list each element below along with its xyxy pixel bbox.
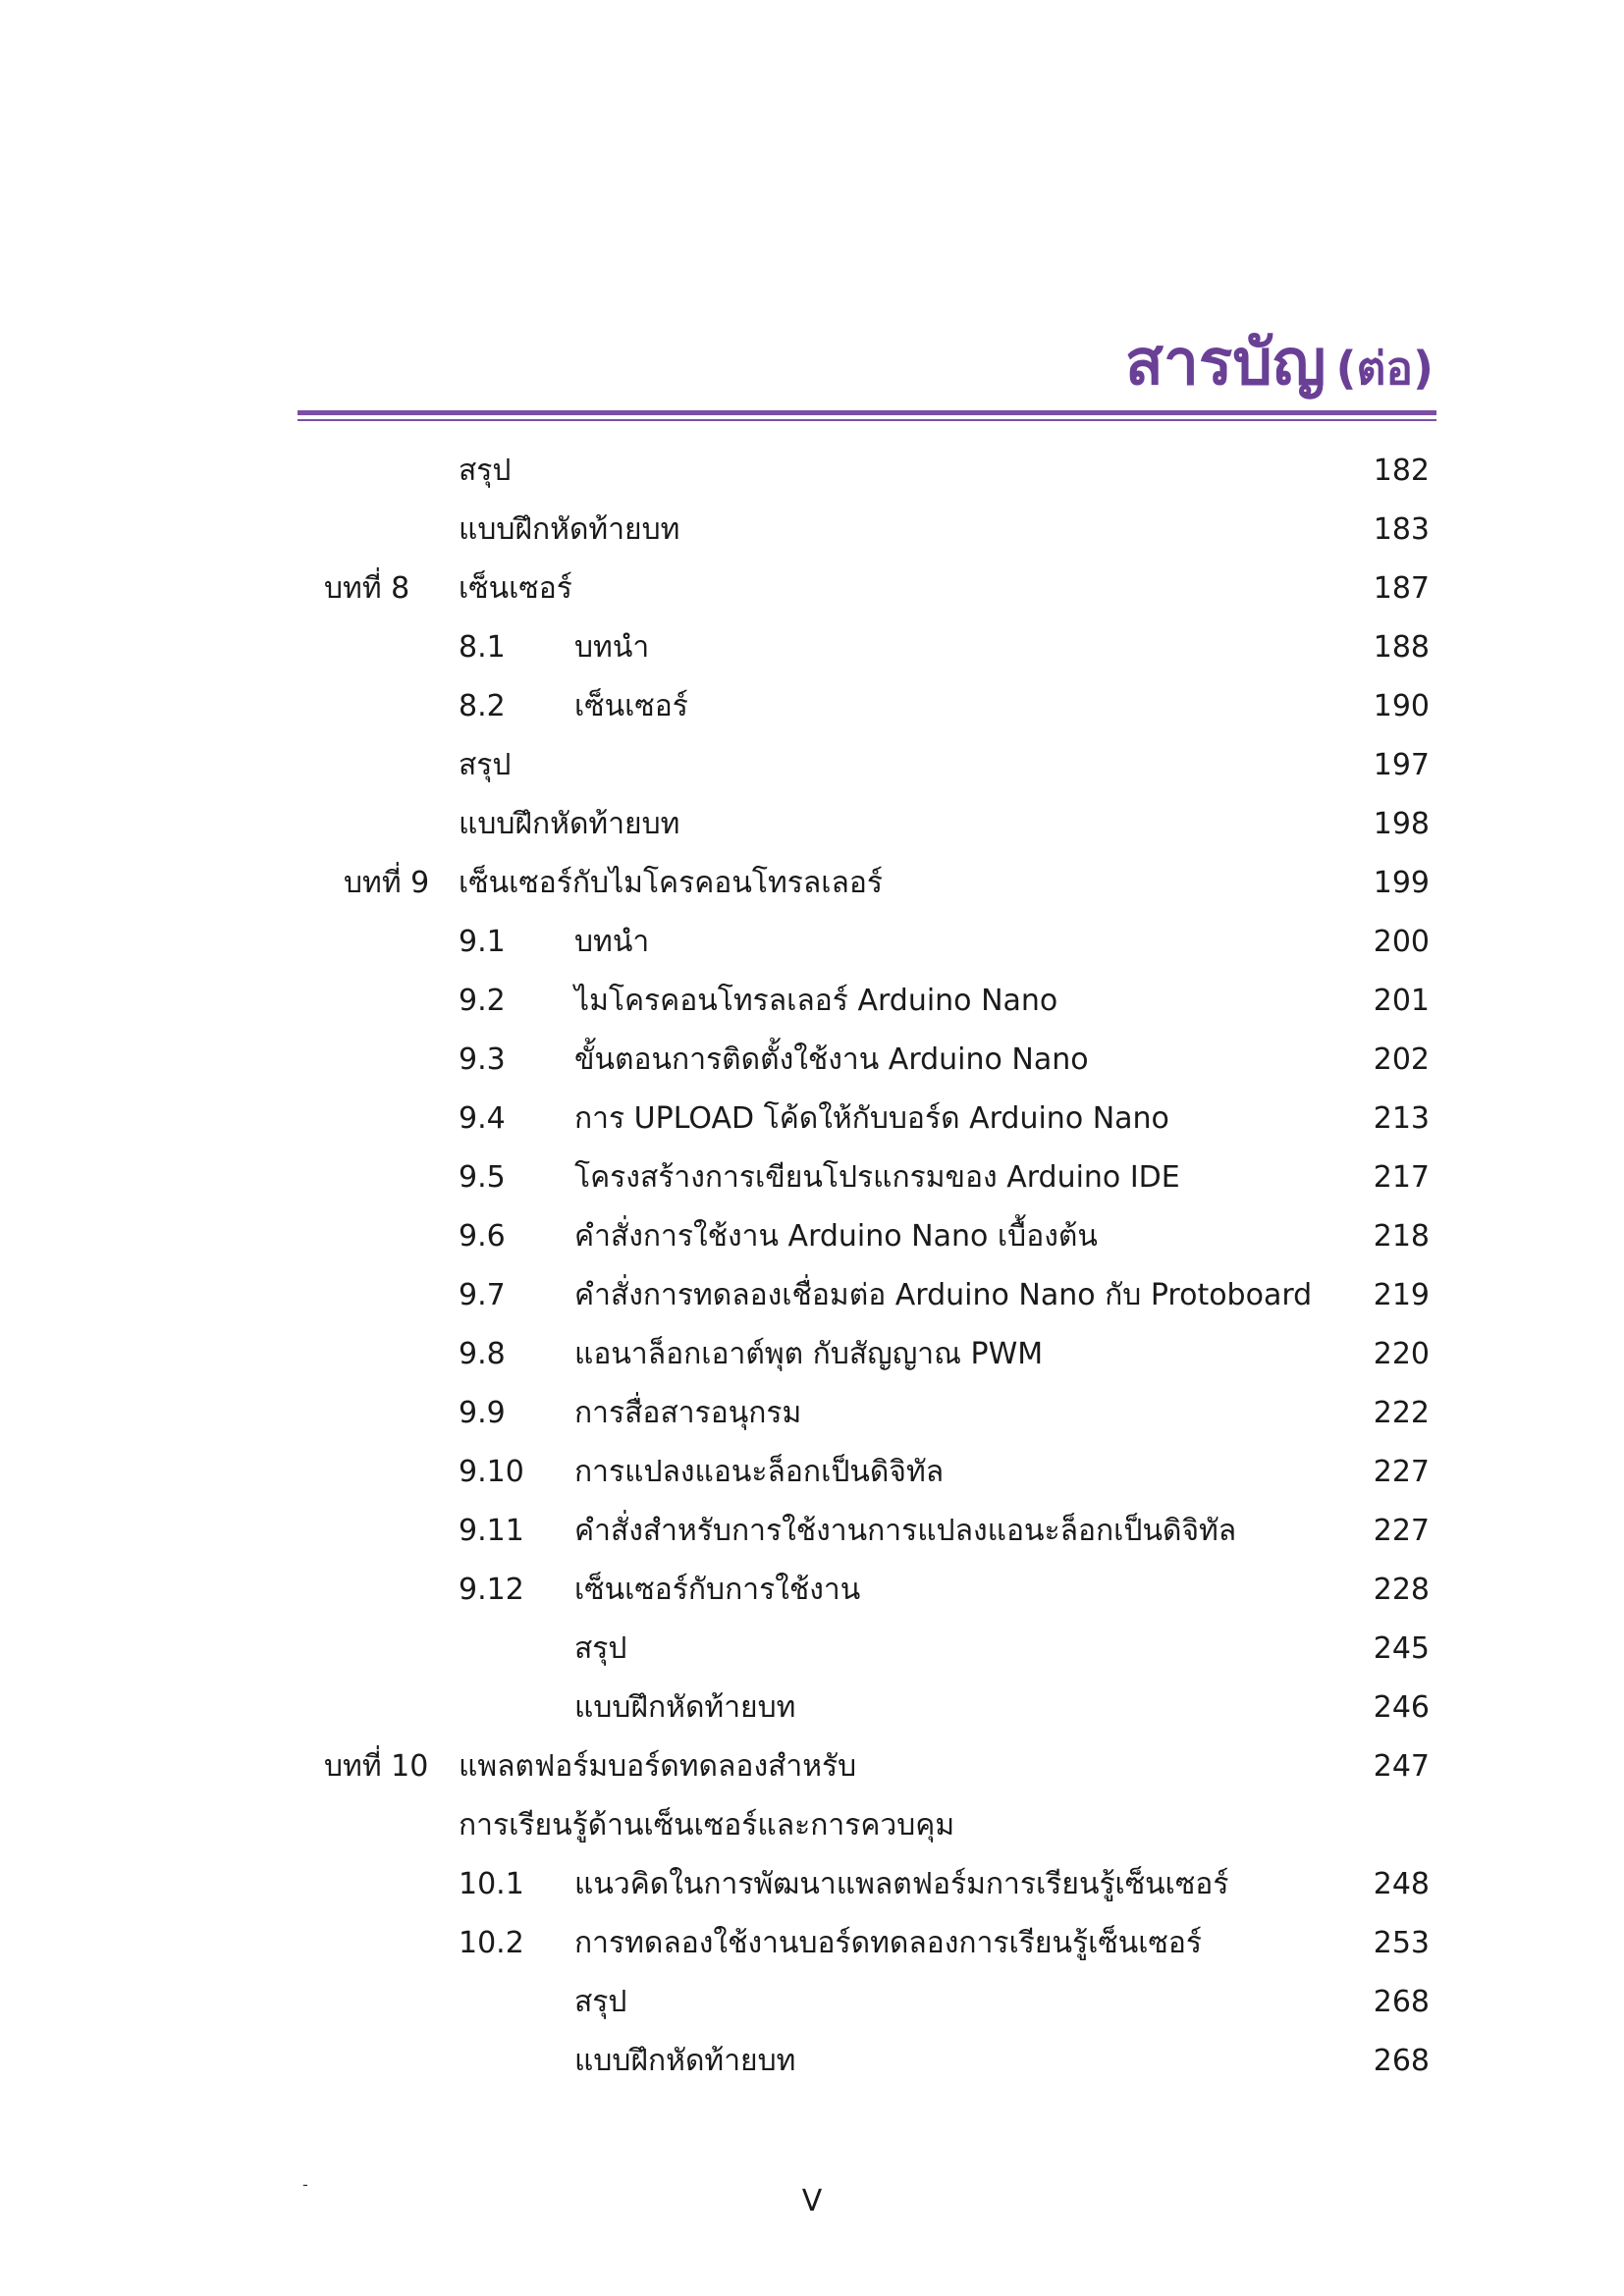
toc-page-number: 228 — [1373, 1573, 1430, 1607]
toc-row — [0, 1502, 1624, 1561]
toc-section-number: 9.9 — [459, 1396, 506, 1430]
toc-row — [0, 1973, 1624, 2032]
toc-section-number: 8.1 — [459, 630, 506, 665]
toc-page-number: 222 — [1373, 1396, 1430, 1430]
toc-entry-title: แอนาล็อกเอาต์พุต กับสัญญาณ PWM — [574, 1337, 1044, 1371]
toc-chapter-row — [0, 1737, 1624, 1796]
toc-entry-title: คำสั่งการใช้งาน Arduino Nano เบื้องต้น — [574, 1219, 1098, 1254]
toc-page-number: 246 — [1373, 1690, 1430, 1725]
toc-page-number: 182 — [1373, 454, 1430, 488]
toc-entry-title: เซ็นเซอร์กับการใช้งาน — [574, 1573, 861, 1607]
toc-row — [0, 1031, 1624, 1090]
toc-row — [0, 736, 1624, 795]
toc-row — [0, 618, 1624, 677]
toc-entry-title: แบบฝึกหัดท้ายบท — [459, 807, 680, 841]
toc-section-number: 9.5 — [459, 1160, 506, 1195]
toc-entry-title: การแปลงแอนะล็อกเป็นดิจิทัล — [574, 1455, 945, 1489]
toc-section-number: 9.1 — [459, 925, 506, 959]
toc-page-number: 227 — [1373, 1455, 1430, 1489]
toc-chapter-row — [0, 854, 1624, 913]
toc-entry-title: เซ็นเซอร์กับไมโครคอนโทรลเลอร์ — [459, 866, 883, 900]
toc-row — [0, 1090, 1624, 1148]
toc-section-number: 9.3 — [459, 1042, 506, 1077]
toc-row — [0, 1914, 1624, 1973]
toc-row — [0, 1796, 1624, 1855]
toc-entry-title: แบบฝึกหัดท้ายบท — [459, 512, 680, 547]
toc-section-number: 9.7 — [459, 1278, 506, 1312]
toc-entry-title: การทดลองใช้งานบอร์ดทดลองการเรียนรู้เซ็นเซอร์ — [574, 1926, 1202, 1960]
toc-page-number: 245 — [1373, 1631, 1430, 1666]
toc-entry-title: ขั้นตอนการติดตั้งใช้งาน Arduino Nano — [574, 1042, 1089, 1077]
toc-section-number: 9.2 — [459, 984, 506, 1018]
toc-row — [0, 1620, 1624, 1679]
toc-row — [0, 1266, 1624, 1325]
toc-page-number: 201 — [1373, 984, 1430, 1018]
toc-entry-title: การ UPLOAD โค้ดให้กับบอร์ด Arduino Nano — [574, 1101, 1169, 1136]
toc-entry-title: ไมโครคอนโทรลเลอร์ Arduino Nano — [574, 984, 1058, 1018]
toc-page-number: 218 — [1373, 1219, 1430, 1254]
toc-page-number: 253 — [1373, 1926, 1430, 1960]
toc-page-number: 247 — [1373, 1749, 1430, 1784]
toc-section-number: 9.11 — [459, 1514, 524, 1548]
toc-chapter-label: บทที่ 9 — [344, 866, 430, 900]
toc-row — [0, 501, 1624, 560]
page-subtitle: (ต่อ) — [1335, 342, 1434, 395]
toc-page-number: 187 — [1373, 571, 1430, 606]
toc-page-number: 220 — [1373, 1337, 1430, 1371]
toc-chapter-label: บทที่ 10 — [324, 1749, 429, 1784]
toc-page-number: 219 — [1373, 1278, 1430, 1312]
toc-row — [0, 442, 1624, 501]
toc-page-number: 183 — [1373, 512, 1430, 547]
toc-entry-title: แบบฝึกหัดท้ายบท — [574, 1690, 796, 1725]
toc-row — [0, 913, 1624, 972]
toc-row — [0, 972, 1624, 1031]
toc-page-number: 217 — [1373, 1160, 1430, 1195]
toc-entry-title: บทนำ — [574, 630, 650, 665]
toc-entry-title: คำสั่งสำหรับการใช้งานการแปลงแอนะล็อกเป็นดิจิทัล — [574, 1514, 1237, 1548]
toc-page-number: 213 — [1373, 1101, 1430, 1136]
page-number: V — [801, 2184, 823, 2218]
toc-section-number: 9.12 — [459, 1573, 524, 1607]
toc-page-number: 200 — [1373, 925, 1430, 959]
toc-entry-title: บทนำ — [574, 925, 650, 959]
toc-row — [0, 2032, 1624, 2091]
toc-section-number: 9.6 — [459, 1219, 506, 1254]
toc-row — [0, 677, 1624, 736]
toc-row — [0, 795, 1624, 854]
page-heading — [1125, 312, 1434, 412]
toc-entry-title: แบบฝึกหัดท้ายบท — [574, 2044, 796, 2078]
toc-entry-title: เซ็นเซอร์ — [574, 689, 688, 723]
toc-section-number: 10.2 — [459, 1926, 524, 1960]
toc-row — [0, 1207, 1624, 1266]
toc-page-number: 197 — [1373, 748, 1430, 782]
toc-row — [0, 1855, 1624, 1914]
toc-entry-title: โครงสร้างการเขียนโปรแกรมของ Arduino IDE — [574, 1160, 1180, 1195]
toc-entry-title: สรุป — [459, 454, 512, 488]
toc-row — [0, 1325, 1624, 1384]
toc-page-number: 188 — [1373, 630, 1430, 665]
toc-row — [0, 1561, 1624, 1620]
toc-entry-title: สรุป — [459, 748, 512, 782]
toc-section-number: 9.4 — [459, 1101, 506, 1136]
toc-entry-title: แนวคิดในการพัฒนาแพลตฟอร์มการเรียนรู้เซ็นเซอร์ — [574, 1867, 1229, 1901]
heading-rule-thin — [298, 419, 1436, 421]
toc-entry-title: การเรียนรู้ด้านเซ็นเซอร์และการควบคุม — [459, 1808, 955, 1842]
toc-section-number: 8.2 — [459, 689, 506, 723]
toc-section-number: 10.1 — [459, 1867, 524, 1901]
page-title: สารบัญ — [1124, 327, 1326, 400]
toc-entry-title: แพลตฟอร์มบอร์ดทดลองสำหรับ — [459, 1749, 857, 1784]
toc-row — [0, 1384, 1624, 1443]
toc-page-number: 202 — [1373, 1042, 1430, 1077]
toc-section-number: 9.8 — [459, 1337, 506, 1371]
toc-page-number: 248 — [1373, 1867, 1430, 1901]
toc-page-number: 227 — [1373, 1514, 1430, 1548]
toc-chapter-label: บทที่ 8 — [324, 571, 410, 606]
toc-entry-title: การสื่อสารอนุกรม — [574, 1396, 802, 1430]
heading-rule-thick — [298, 410, 1436, 415]
toc-page-number: 268 — [1373, 1985, 1430, 2019]
toc-page-number: 268 — [1373, 2044, 1430, 2078]
toc-page-number: 199 — [1373, 866, 1430, 900]
toc-page-number: 190 — [1373, 689, 1430, 723]
toc-page-number: 198 — [1373, 807, 1430, 841]
toc-entry-title: เซ็นเซอร์ — [459, 571, 572, 606]
toc-row — [0, 1443, 1624, 1502]
toc-entry-title: คำสั่งการทดลองเชื่อมต่อ Arduino Nano กับ Protoboard — [574, 1278, 1313, 1312]
footer-dash: - — [302, 2175, 308, 2194]
toc-row — [0, 1148, 1624, 1207]
toc-entry-title: สรุป — [574, 1985, 627, 2019]
toc-section-number: 9.10 — [459, 1455, 524, 1489]
toc-row — [0, 1679, 1624, 1737]
toc-chapter-row — [0, 560, 1624, 618]
toc-entry-title: สรุป — [574, 1631, 627, 1666]
